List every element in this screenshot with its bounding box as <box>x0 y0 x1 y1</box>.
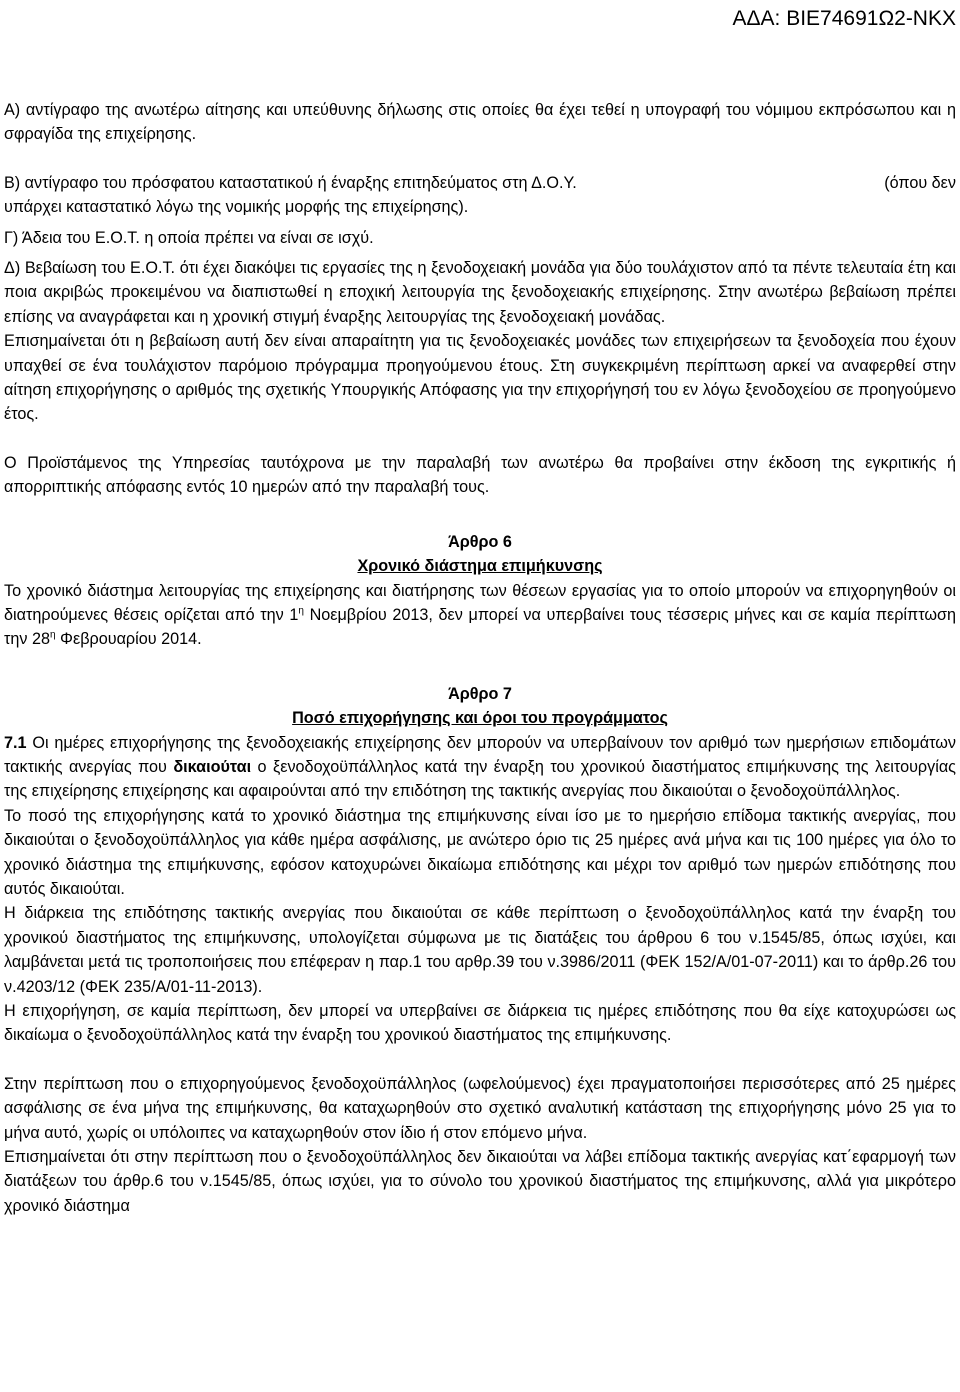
article-6-text-part1: Το χρονικό διάστημα λειτουργίας της επιχείρησης και διατήρησης των θέσεων εργασίας για το οποίο μπορούν να επιχορηγηθούν οι διατηρούμενες θέσεις ορίζεται από την 1 <box>4 581 956 624</box>
article-6-text-part2: Νοεμβρίου 2013, δεν μπορεί να υπερβαίνει τους τέσσερις μήνες και σε καμία περίπτωση την 28 <box>4 605 956 649</box>
paragraph-b-line1 <box>4 171 956 195</box>
article-7-paragraph-5: Στην περίπτωση που ο επιχορηγούμενος ξενοδοχοϋπάλληλος (ωφελούμενος) έχει πραγματοποιήσει περισσότερες από 25 ημέρες ασφάλισης σε ένα μήνα της επιμήκυνσης, θα καταχωρηθούν στο σχετικό αναλυτική κατάσταση της επιχορήγησης μόνο 25 για το μήνα αυτό, χωρίς οι υπόλοιπες να καταχωρηθούν στον ίδιο ή στον επόμενο μήνα. <box>4 1074 956 1142</box>
article-7-paragraph-2: Το ποσό της επιχορήγησης κατά το χρονικό διάστημα της επιμήκυνσης είναι ίσο με το ημερήσιο επίδομα τακτικής ανεργίας, που δικαιούται ο ξενοδοχοϋπάλληλος για κάθε ημέρα ασφάλισης, με ανώτερο όριο τις 25 ημέρες ανά μήνα και τις 100 ημέρες για όλο το χρονικό διάστημα της επιμήκυνσης, εφόσον κατοχυρώνει δικαίωμα επιδότησης και μέχρι τον αριθμό των ημερών επιδότησης που αυτός δικαιούται. <box>4 806 956 898</box>
paragraph-b-line2: υπάρχει καταστατικό λόγω της νομικής μορφής της επιχείρησης). <box>4 198 469 217</box>
article-6-title: Χρονικό διάστημα επιμήκυνσης <box>357 557 603 576</box>
article-6-text-part3: Φεβρουαρίου 2014. <box>55 630 202 649</box>
paragraph-c: Γ) Άδεια του Ε.Ο.Τ. η οποία πρέπει να είναι σε ισχύ. <box>4 228 374 247</box>
article-6-number: Άρθρο 6 <box>448 532 512 551</box>
article-7-paragraph-1 <box>4 731 956 804</box>
article-7-paragraph-6: Επισημαίνεται ότι στην περίπτωση που ο ξενοδοχοϋπάλληλος δεν δικαιούται να λάβει επίδομα τακτικής ανεργίας κατ΄εφαρμογή των διατάξεων του άρθρ.6 του ν.1545/85, όπως ισχύει, για το σύνολο του χρονικού διαστήματος της επιμήκυνσης, αλλά για μικρότερο χρονικό διάστημα <box>4 1148 956 1215</box>
paragraph-f: Ο Προϊστάμενος της Υπηρεσίας ταυτόχρονα με την παραλαβή των ανωτέρω θα προβαίνει στην έκδοση της εγκριτικής ή απορριπτικής απόφασης εντός 10 ημερών από την παραλαβή τους. <box>4 453 956 497</box>
article-7-paragraph-3: Η διάρκεια της επιδότησης τακτικής ανεργίας που δικαιούται σε κάθε περίπτωση ο ξενοδοχοϋπάλληλος κατά την έναρξη του χρονικού διαστήματος της επιμήκυνσης, υπολογίζεται σύμφωνα με τις διατάξεις του άρθρου 6 του ν.1545/85, όπως ισχύει, και λαμβάνεται μετά τις τροποποιήσεις που επέφεραν η παρ.1 του αρθρ.39 του ν.3986/2011 (ΦΕΚ 152/Α/01-07-2011) και το άρθρ.26 του ν.4203/12 (ΦΕΚ 235/Α/01-11-2013). <box>4 904 956 996</box>
article-7-p1-part1: Οι ημέρες επιχορήγησης της ξενοδοχειακής επιχείρησης δεν μπορούν να υπερβαίνουν τον αριθμό των ημερήσιων επιδομάτων τακτικής ανεργίας που <box>4 733 956 776</box>
paragraph-d: Δ) Βεβαίωση του Ε.Ο.Τ. ότι έχει διακόψει τις εργασίες της η ξενοδοχειακή μονάδα για δύο τουλάχιστον από τα πέντε τελευταία έτη και ποια ακριβώς προκειμένου να διαπιστωθεί η εποχική λειτουργία της ξενοδοχειακής επιχείρησης. Στην ανωτέρω βεβαίωση πρέπει επίσης να αναγράφεται και η χρονική στιγμή έναρξης λειτουργίας της ξενοδοχειακή μονάδας. <box>4 259 956 326</box>
paragraph-a: Α) αντίγραφο της ανωτέρω αίτησης και υπεύθυνης δήλωσης στις οποίες θα έχει τεθεί η υπογραφή του νόμιμου εκπρόσωπου και η σφραγίδα της επιχείρησης. <box>4 101 956 144</box>
article-6-text <box>4 579 956 652</box>
article-7-number: Άρθρο 7 <box>448 684 512 703</box>
paragraph-b-right: (όπου δεν <box>884 173 956 192</box>
paragraph-b-left: Β) αντίγραφο του πρόσφατου καταστατικού ή έναρξης επιτηδεύματος στη Δ.Ο.Υ. <box>4 173 577 192</box>
article-7-paragraph-4: Η επιχορήγηση, σε καμία περίπτωση, δεν μπορεί να υπερβαίνει σε διάρκεια τις ημέρες επιδότησης που θα είχε κατοχυρώσει ως δικαίωμα ο ξενοδοχοϋπάλληλος κατά την έναρξη του χρονικού διαστήματος της επιμήκυνσης. <box>4 1002 956 1045</box>
article-7-title: Ποσό επιχορήγησης και όροι του προγράμματος <box>292 709 668 728</box>
article-7-p1-part2: ο ξενοδοχοϋπάλληλος κατά την έναρξη του χρονικού διαστήματος επιμήκυνσης της λειτουργίας της επιχείρησης επιχείρησης και αφαιρούνται από την επιδότηση της τακτικής ανεργίας που δικαιούται ο ξενοδοχοϋπάλληλος. <box>4 757 956 801</box>
ada-identifier: ΑΔΑ: ΒΙΕ74691Ω2-ΝΚΧ <box>732 7 956 30</box>
article-6-sup1: η <box>298 605 304 617</box>
article-7-p1-bold: δικαιούται <box>173 757 252 776</box>
paragraph-e: Επισημαίνεται ότι η βεβαίωση αυτή δεν είναι απαραίτητη για τις ξενοδοχειακές μονάδες των επιχειρήσεων τα ξενοδοχεία που έχουν υπαχθεί σε ένα τουλάχιστον παρόμοιο πρόγραμμα προηγούμενου έτους. Στη συγκεκριμένη περίπτωση αρκεί να αναφερθεί στην αίτηση επιχορήγησης ο αριθμός της σχετικής Υπουργικής Απόφασης για την επιχορήγησή του εν λόγω ξενοδοχείου σε προηγούμενο έτος. <box>4 332 956 424</box>
article-6-sup2: η <box>50 629 56 641</box>
document-body <box>4 98 956 1218</box>
article-7-p1-number: 7.1 <box>4 733 27 752</box>
